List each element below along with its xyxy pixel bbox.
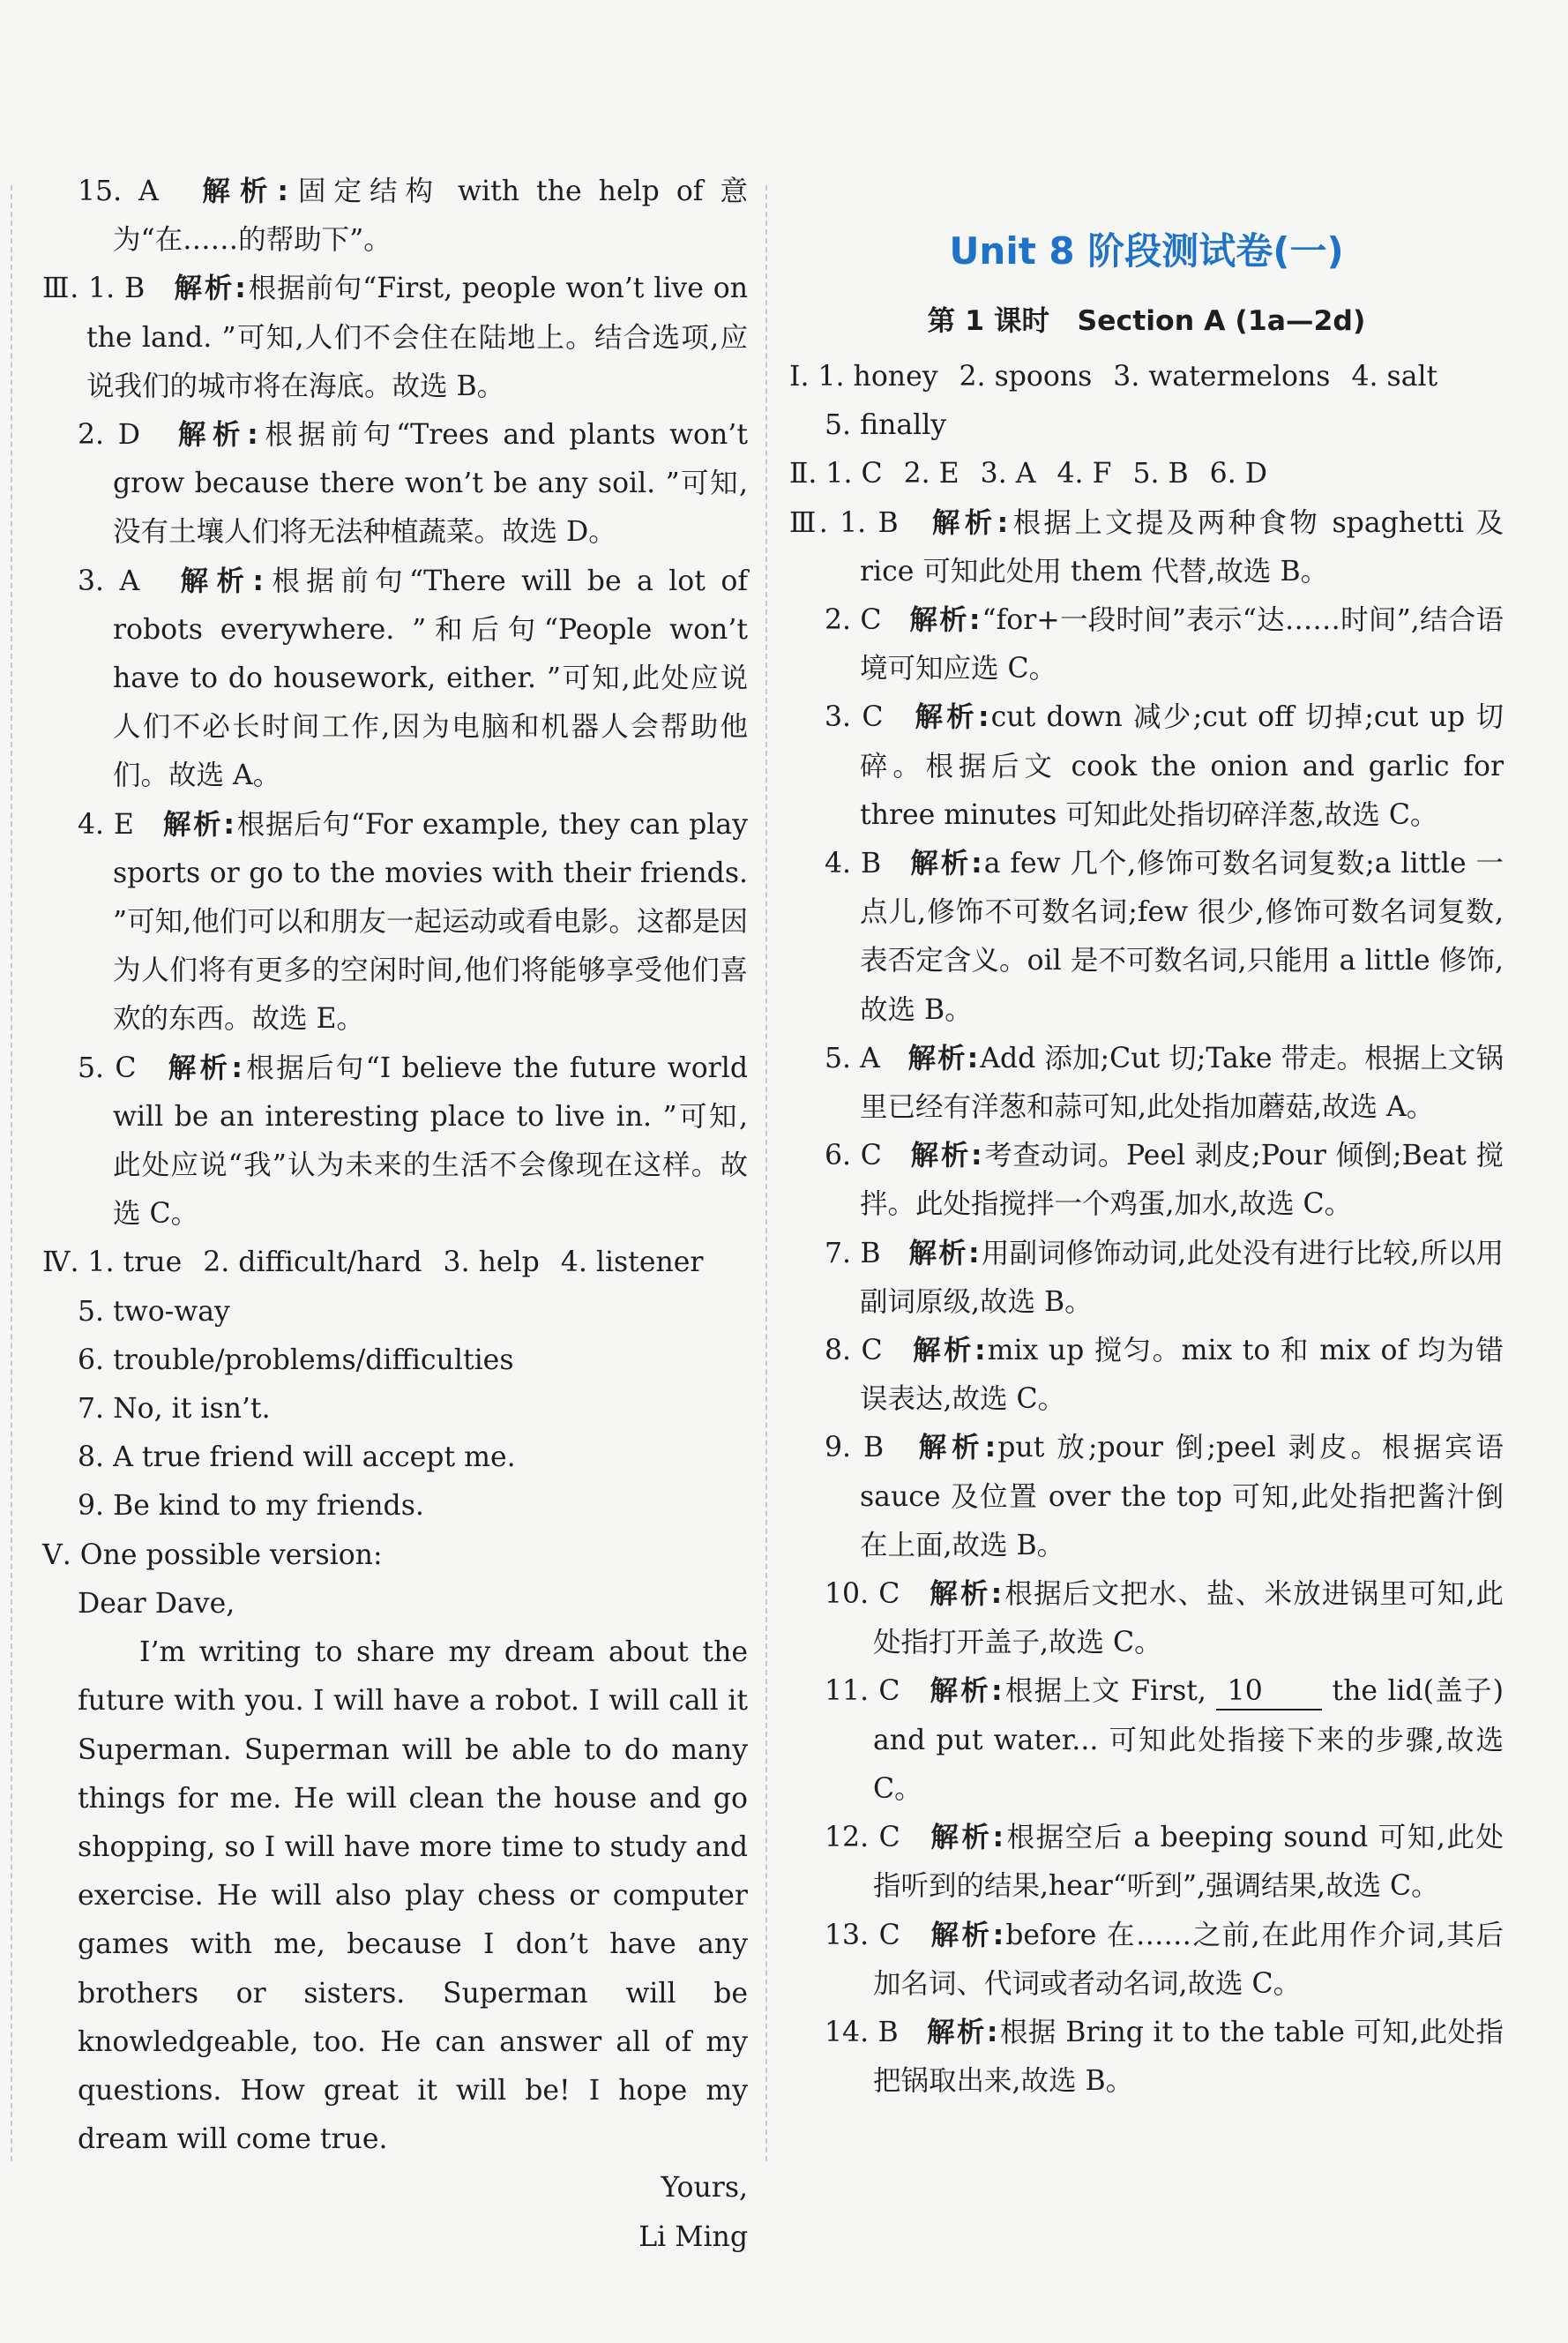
answer-item: 5. two-way — [78, 1295, 230, 1328]
answer-item: 14. B 解析:根据 Bring it to the table 可知,此处指把锅取出来,故选 B。 — [825, 2016, 1504, 2098]
answer-item: 6. C 解析:考查动词。Peel 剥皮;Pour 倾倒;Beat 搅拌。此处指搅拌一个鸡蛋,加水,故选 C。 — [825, 1140, 1504, 1221]
answer-item: 8. A true friend will accept me. — [78, 1441, 516, 1474]
answer-item: 5. C 解析:根据后句“I believe the future world will be an interesting place to live in. ”可知,此处应说“我”认为未来的生活不会像现在这样。故选 C。 — [78, 1052, 748, 1231]
answer-item: 2. D 解析:根据前句“Trees and plants won’t grow because there won’t be any soil. ”可知,没有土壤人们将无法种植蔬菜。故选 D。 — [78, 419, 748, 549]
answer-item: 10. C 解析:根据后文把水、盐、米放进锅里可知,此处指打开盖子,故选 C。 — [825, 1578, 1504, 1659]
answer-item: 9. Be kind to my friends. — [78, 1490, 424, 1523]
answer-item: 13. C 解析:before 在……之前,在此用作介词,其后加名词、代词或者动名词,故选 C。 — [825, 1919, 1504, 2000]
answer-item: 8. C 解析:mix up 搅匀。mix to 和 mix of 均为错误表达,故选 C。 — [825, 1335, 1504, 1416]
section-iv-row: Ⅳ. 1. true 2. difficult/hard 3. help 4. listener — [42, 1246, 704, 1279]
answer-item: 5. A 解析:Add 添加;Cut 切;Take 带走。根据上文锅里已经有洋葱和蒜可知,此处指加蘑菇,故选 A。 — [825, 1042, 1504, 1124]
answer-item: 4. E 解析:根据后句“For example, they can play sports or go to the movies with their friends. ”可知,他们可以和朋友一起运动或看电影。这都是因为人们将有更多的空闲时间,他们将能够享受他们喜欢的东西。故选 E。 — [78, 808, 748, 1036]
left-column — [42, 168, 748, 2262]
answer-item: 7. B 解析:用副词修饰动词,此处没有进行比较,所以用副词原级,故选 B。 — [825, 1237, 1504, 1318]
answer-item: 3. C 解析:cut down 减少;cut off 切掉;cut up 切碎。根据后文 cook the onion and garlic for three minutes 可知此处指切碎洋葱,故选 C。 — [825, 701, 1504, 831]
answer-item: 9. B 解析:put 放;pour 倒;peel 剥皮。根据宾语 sauce 及位置 over the top 可知,此处指把酱汁倒在上面,故选 B。 — [825, 1432, 1504, 1561]
answer-item: 6. trouble/problems/difficulties — [78, 1344, 514, 1376]
answer-item: Ⅲ. 1. B 解析:根据上文提及两种食物 spaghetti 及 rice 可知此处用 them 代替,故选 B。 — [789, 506, 1504, 588]
answer-item: 3. A 解析:根据前句“There will be a lot of robots everywhere. ”和后句“People won’t have to do housework, either. ”可知,此处应说人们不必长时间工作,因为电脑和机器人会帮助他们。故选 A。 — [78, 565, 748, 792]
answer-item: 11. C 解析:根据上文 First, 10 the lid(盖子) and put water... 可知此处指接下来的步骤,故选 C。 — [825, 1675, 1504, 1805]
letter-salutation: Dear Dave, — [78, 1587, 235, 1620]
section-ii-row: Ⅱ. 1. C 2. E 3. A 4. F 5. B 6. D — [789, 458, 1267, 490]
answer-item: Ⅲ. 1. B 解析:根据前句“First, people won’t live on the land. ”可知,人们不会住在陆地上。结合选项,应说我们的城市将在海底。故选 B。 — [42, 273, 748, 402]
left-margin-line — [11, 185, 12, 2161]
answer-item: 5. finally — [825, 409, 947, 442]
answer-item: 15. A 解析:固定结构 with the help of 意为“在……的帮助下”。 — [78, 176, 748, 257]
answer-item: 4. B 解析:a few 几个,修饰可数名词复数;a little 一点儿,修饰不可数名词;few 很少,修饰可数名词复数,表否定含义。oil 是不可数名词,只能用 a little 修饰,故选 B。 — [825, 848, 1504, 1026]
right-column — [789, 216, 1504, 2106]
letter-closing: Yours, — [661, 2172, 748, 2205]
page-title: Unit 8 阶段测试卷(一) — [949, 229, 1344, 273]
section-subtitle: 第 1 课时 Section A (1a—2d) — [927, 305, 1366, 337]
section-i-row: Ⅰ. 1. honey 2. spoons 3. watermelons 4. salt — [789, 361, 1438, 393]
fill-blank: 10 — [1216, 1673, 1322, 1710]
answer-item: 2. C 解析:“for+一段时间”表示“达……时间”,结合语境可知应选 C。 — [825, 604, 1504, 685]
answer-item: 12. C 解析:根据空后 a beeping sound 可知,此处指听到的结果,hear“听到”,强调结果,故选 C。 — [825, 1822, 1504, 1903]
letter-signature: Li Ming — [638, 2220, 748, 2253]
column-divider — [765, 185, 767, 2161]
answer-item: 7. No, it isn’t. — [78, 1393, 271, 1426]
letter-body: I’m writing to share my dream about the future with you. I will have a robot. I will call it Superman. Superman will be able to do many things for me. He will clean the house and go shopping, so I will have more time to study and exercise. He will also play chess or computer games with me, because I don’t have any brothers or sisters. Superman will be knowledgeable, too. He can answer all of my questions. How great it will be! I hope my dream will come true. — [78, 1636, 748, 2156]
section-v-head: Ⅴ. One possible version: — [42, 1538, 383, 1571]
